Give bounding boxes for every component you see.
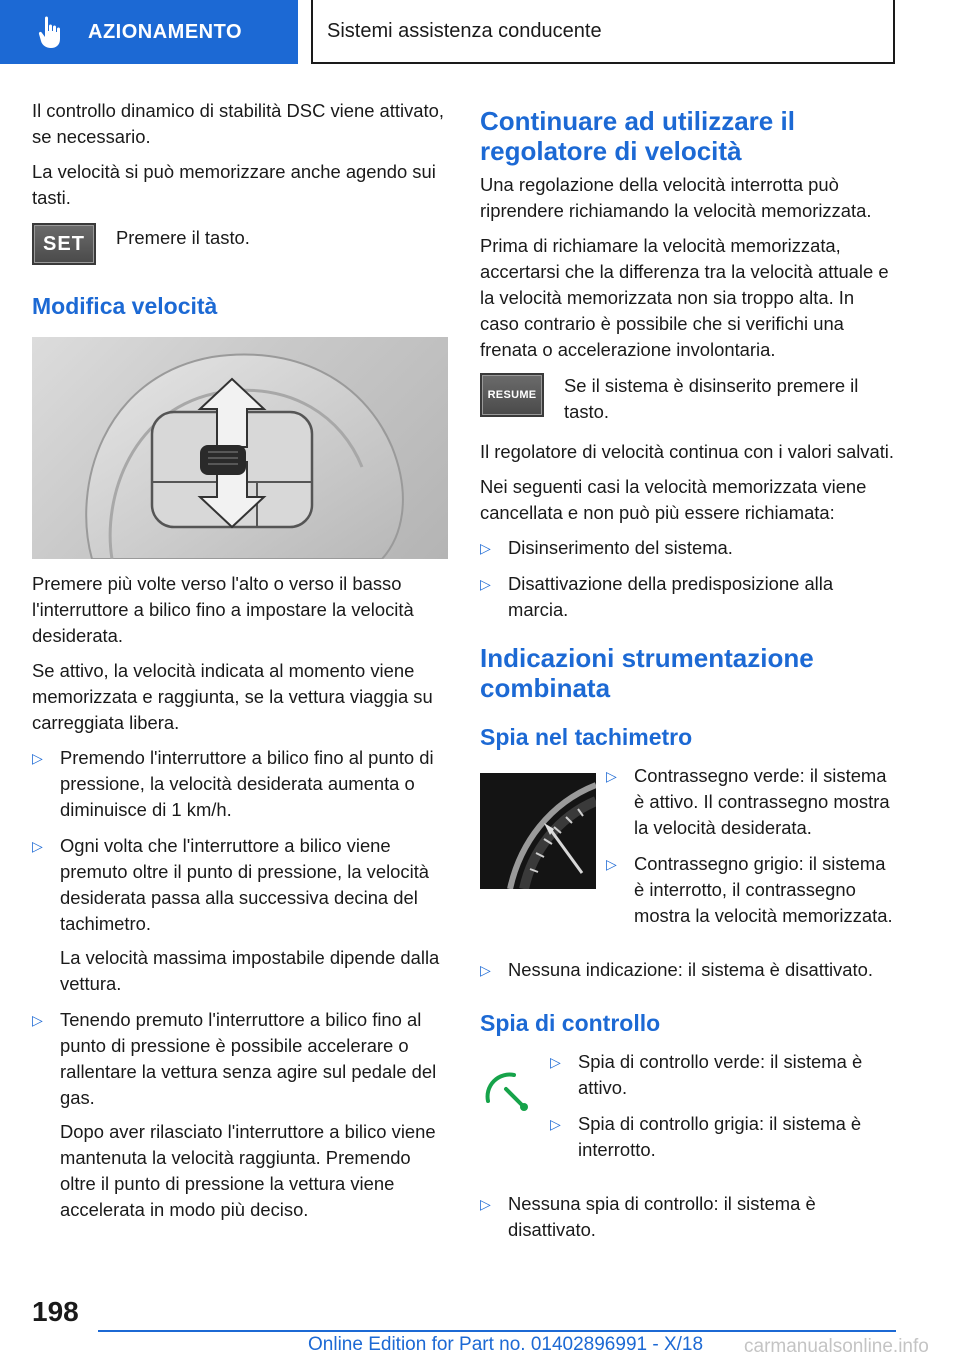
tacho-figure-row bbox=[480, 763, 898, 947]
paragraph: Premere più volte verso l'alto o verso il basso l'interruttore a bilico fino a impostare la velocità desiderata. bbox=[32, 573, 414, 646]
list-item-text: Premendo l'interruttore a bilico fino al punto di pressione, la velocità desiderata aumenta o diminuisce di 1 km/h. bbox=[60, 747, 434, 820]
triangle-bullet-icon: ▷ bbox=[480, 576, 491, 592]
watermark: carmanualsonline.info bbox=[744, 1336, 929, 1357]
bullet-list bbox=[480, 957, 898, 983]
list-item-text: Spia di controllo grigia: il sistema è interrotto. bbox=[578, 1113, 862, 1160]
paragraph: Una regolazione della velocità interrotta può riprendere richiamando la velocità memorizzata. bbox=[480, 174, 872, 221]
list-item-text: Nessuna indicazione: il sistema è disattivato. bbox=[508, 959, 873, 980]
triangle-bullet-icon: ▷ bbox=[606, 856, 617, 872]
paragraph: Prima di richiamare la velocità memorizzata, accertarsi che la differenza tra la velocità attuale e la velocità memorizzata non sia troppo alta. In caso contrario è possibile che si verifichi una frenata o accelerazione involontaria. bbox=[480, 235, 889, 360]
triangle-bullet-icon: ▷ bbox=[606, 768, 617, 784]
chapter-tab[interactable] bbox=[0, 0, 298, 64]
left-column bbox=[32, 98, 448, 1233]
set-key-row bbox=[32, 223, 448, 265]
list-item-text: Nessuna spia di controllo: il sistema è disattivato. bbox=[508, 1193, 816, 1240]
list-item bbox=[606, 763, 898, 841]
bullet-list bbox=[550, 1049, 898, 1173]
triangle-bullet-icon: ▷ bbox=[32, 750, 43, 766]
list-item bbox=[480, 1191, 898, 1243]
triangle-bullet-icon: ▷ bbox=[32, 838, 43, 854]
resume-key bbox=[480, 373, 544, 417]
resume-key-row bbox=[480, 373, 898, 425]
list-item-note: Dopo aver rilasciato l'interruttore a bilico viene mantenuta la velocità raggiunta. Premendo oltre il punto di pressione la vettura viene accelerata in modo più deciso. bbox=[60, 1121, 436, 1220]
bullet-list bbox=[32, 745, 448, 1223]
footer-edition: Online Edition for Part no. 01402896991 - X/18 bbox=[308, 1334, 704, 1355]
list-item-text: Contrassegno verde: il sistema è attivo. Il contrassegno mostra la velocità desiderata. bbox=[634, 765, 890, 838]
set-key-text: Premere il tasto. bbox=[116, 227, 250, 248]
list-item bbox=[550, 1111, 898, 1163]
triangle-bullet-icon: ▷ bbox=[550, 1054, 561, 1070]
heading-spia-tachimetro: Spia nel tachimetro bbox=[480, 724, 693, 750]
list-item bbox=[32, 1007, 448, 1223]
triangle-bullet-icon: ▷ bbox=[32, 1012, 43, 1028]
heading-continuare: Continuare ad utilizzare il regolatore di velocità bbox=[480, 106, 795, 166]
list-item bbox=[480, 571, 898, 623]
list-item-text: Disinserimento del sistema. bbox=[508, 537, 733, 558]
triangle-bullet-icon: ▷ bbox=[480, 540, 491, 556]
set-key bbox=[32, 223, 96, 265]
list-item-text: Disattivazione della predisposizione alla marcia. bbox=[508, 573, 834, 620]
list-item bbox=[32, 745, 448, 823]
list-item bbox=[32, 833, 448, 997]
list-item-text: Tenendo premuto l'interruttore a bilico fino al punto di pressione è possibile accelerare o rallentare la vettura senza agire sul pedale del gas. bbox=[60, 1009, 437, 1108]
list-item-note: La velocità massima impostabile dipende dalla vettura. bbox=[60, 947, 440, 994]
heading-modifica-velocita: Modifica velocità bbox=[32, 293, 218, 319]
footer-rule bbox=[98, 1330, 896, 1332]
resume-key-text: Se il sistema è disinserito premere il tasto. bbox=[564, 375, 859, 422]
list-item-text: Spia di controllo verde: il sistema è attivo. bbox=[578, 1051, 863, 1098]
heading-spia-controllo: Spia di controllo bbox=[480, 1010, 661, 1036]
steering-hand-icon bbox=[36, 14, 66, 50]
list-item bbox=[550, 1049, 898, 1101]
lamp-figure-row bbox=[480, 1049, 898, 1181]
speedometer-marker-image bbox=[480, 773, 596, 889]
bullet-list bbox=[606, 763, 898, 939]
paragraph: La velocità si può memorizzare anche agendo sui tasti. bbox=[32, 161, 436, 208]
list-item-text: Ogni volta che l'interruttore a bilico viene premuto oltre il punto di pressione, la velocità desiderata passa alla successiva decina del tachimetro. bbox=[60, 835, 430, 934]
list-item bbox=[606, 851, 898, 929]
cruise-control-lamp-icon bbox=[480, 1057, 540, 1117]
triangle-bullet-icon: ▷ bbox=[480, 962, 491, 978]
list-item bbox=[480, 957, 898, 983]
triangle-bullet-icon: ▷ bbox=[480, 1196, 491, 1212]
list-item-text: Contrassegno grigio: il sistema è interrotto, il contrassegno mostra la velocità memorizzata. bbox=[634, 853, 893, 926]
triangle-bullet-icon: ▷ bbox=[550, 1116, 561, 1132]
chapter-title: AZIONAMENTO bbox=[88, 20, 243, 43]
heading-indicazioni: Indicazioni strumentazione combinata bbox=[480, 643, 814, 703]
paragraph: Se attivo, la velocità indicata al momento viene memorizzata e raggiunta, se la vettura viaggia su carreggiata libera. bbox=[32, 660, 433, 733]
bullet-list bbox=[480, 1191, 898, 1243]
paragraph: Il controllo dinamico di stabilità DSC viene attivato, se necessario. bbox=[32, 100, 444, 147]
paragraph: Nei seguenti casi la velocità memorizzata viene cancellata e non può più essere richiamata: bbox=[480, 476, 867, 523]
section-title: Sistemi assistenza conducente bbox=[311, 0, 895, 64]
steering-wheel-rocker-switch-image bbox=[32, 337, 448, 559]
set-key-label: SET bbox=[43, 233, 85, 255]
right-column bbox=[480, 98, 898, 1253]
bullet-list bbox=[480, 535, 898, 623]
list-item bbox=[480, 535, 898, 561]
page-number: 198 bbox=[32, 1296, 79, 1327]
paragraph: Il regolatore di velocità continua con i valori salvati. bbox=[480, 441, 895, 462]
resume-key-label: RESUME bbox=[487, 389, 537, 401]
